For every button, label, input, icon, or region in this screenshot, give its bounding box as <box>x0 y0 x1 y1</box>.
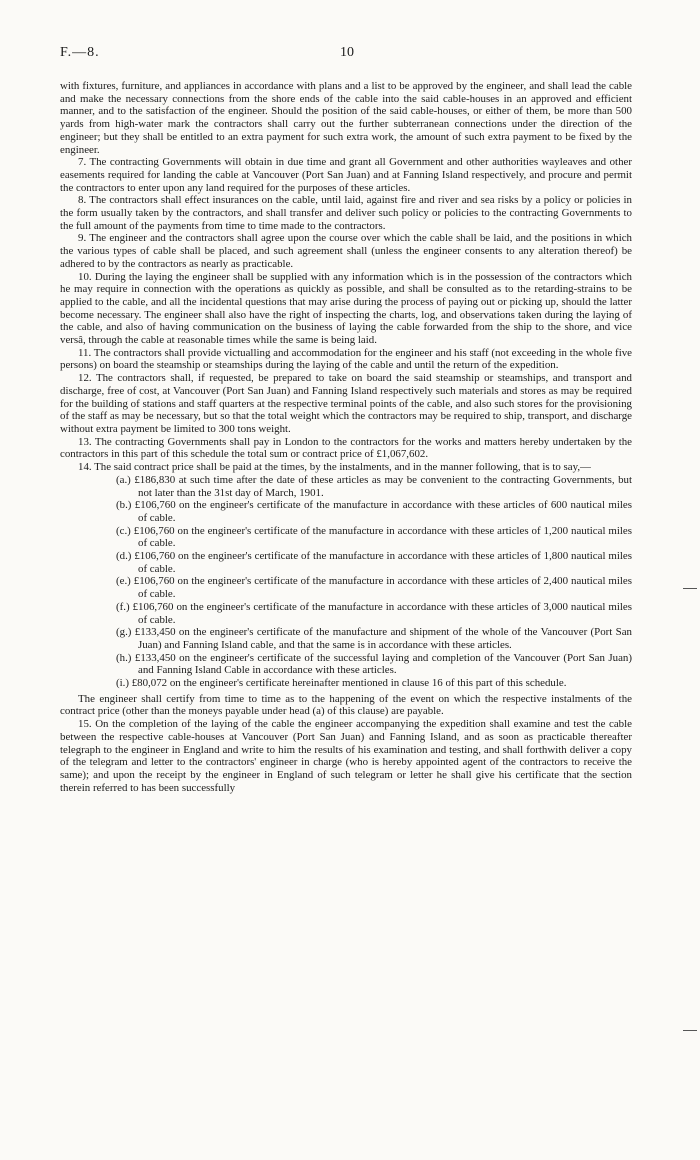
page-header <box>60 45 632 65</box>
instalment-list <box>60 474 632 690</box>
margin-mark <box>683 1030 697 1031</box>
clause-12: 12. The contractors shall, if requested, be prepared to take on board the said steamship or steamships, and transport and discharge, free of cost, at Vancouver (Port San Juan) and Fanning Island respectively such materials and stores as may be required for the building of stations and staff quarters at the respective terminal points of the cable, and also such stores for the provisioning of the staff as may be necessary, but so that the total weight which the contractors may be required to ship, transport, and discharge without extra payment be limited to 300 tons weight. <box>60 372 632 435</box>
document-reference: F.—8. <box>60 45 100 60</box>
clause-8: 8. The contractors shall effect insurances on the cable, until laid, against fire and river and sea risks by a policy or policies in the form usually taken by the contractors, and shall transfer and deliver such policy or policies to the contracting Governments to the full amount of the payments from time to time made to the contractors. <box>60 194 632 232</box>
certification-paragraph: The engineer shall certify from time to time as to the happening of the event on which the respective instalments of the contract price (other than the moneys payable under head (a) of this clause) are payable. <box>60 692 632 718</box>
clause-10: 10. During the laying the engineer shall be supplied with any information which is in the possession of the contractors which he may require in connection with the operations as quickly as possible, and shall be consulted as to the retarding-strains to be applied to the cable, and all the incidental questions that may arise during the process of paying out or picking up, should the latter become necessary. The engineer shall also have the right of inspecting the charts, log, and observations taken during the laying of the cable, and also of having communication on the business of laying the cable forwarded from the ship to the shore, and vice versâ, through the cable at reasonable times while the same is being laid. <box>60 270 632 347</box>
instalment-g: (g.) £133,450 on the engineer's certificate of the manufacture and shipment of the whole of the Vancouver (Port San Juan) and Fanning Island cable, and that the same is in accordance with these articles. <box>116 626 632 651</box>
document-body <box>60 80 632 794</box>
margin-mark <box>683 588 697 589</box>
instalment-d: (d.) £106,760 on the engineer's certificate of the manufacture in accordance with these articles of 1,800 nautical miles of cable. <box>116 550 632 575</box>
clause-9: 9. The engineer and the contractors shall agree upon the course over which the cable shall be laid, and the positions in which the various types of cable shall be placed, and such agreement shall (unless the engineer consents to any alteration thereof) be adhered to by the contractors as nearly as practicable. <box>60 232 632 270</box>
clause-14: 14. The said contract price shall be paid at the times, by the instalments, and in the manner following, that is to say,— <box>78 461 591 474</box>
instalment-i: (i.) £80,072 on the engineer's certificate hereinafter mentioned in clause 16 of this part of this schedule. <box>116 677 567 690</box>
clause-7: 7. The contracting Governments will obtain in due time and grant all Government and other authorities wayleaves and other easements required for landing the cable at Vancouver (Port San Juan) and at Fanning Island respectively, and procure and permit the contractors to enter upon any land required for the purposes of these articles. <box>60 156 632 194</box>
instalment-h: (h.) £133,450 on the engineer's certificate of the successful laying and completion of the Vancouver (Port San Juan) and Fanning Island Cable in accordance with these articles. <box>116 651 632 677</box>
page-number: 10 <box>340 45 354 60</box>
paragraph-continuation: with fixtures, furniture, and appliances in accordance with plans and a list to be approved by the engineer, and shall lead the cable and make the necessary connections from the shore ends of the cable into the said cable-houses in an approved and efficient manner, and to the satisfaction of the engineer. Should the position of the said cable-houses, or either of them, be more than 500 yards from high-water mark the contractors shall carry out the further subterranean connections under the direction of the engineer; but they shall be entitled to an extra payment for such extra work, the amount of such extra payment to be fixed by the engineer. <box>60 80 632 156</box>
instalment-c: (c.) £106,760 on the engineer's certificate of the manufacture in accordance with these articles of 1,200 nautical miles of cable. <box>116 524 632 550</box>
instalment-a: (a.) £186,830 at such time after the date of these articles as may be convenient to the contracting Governments, but not later than the 31st day of March, 1901. <box>116 473 632 499</box>
instalment-f: (f.) £106,760 on the engineer's certificate of the manufacture in accordance with these articles of 3,000 nautical miles of cable. <box>116 600 632 626</box>
clause-13: 13. The contracting Governments shall pay in London to the contractors for the works and matters hereby undertaken by the contractors in this part of this schedule the total sum or contract price of £1,067,602. <box>60 435 632 461</box>
instalment-b: (b.) £106,760 on the engineer's certificate of the manufacture in accordance with these articles of 600 nautical miles of cable. <box>116 499 632 524</box>
instalment-e: (e.) £106,760 on the engineer's certificate of the manufacture in accordance with these articles of 2,400 nautical miles of cable. <box>116 575 632 601</box>
clause-15: 15. On the completion of the laying of the cable the engineer accompanying the expedition shall examine and test the cable between the respective cable-houses at Vancouver (Port San Juan) and Fanning Island, and as soon as practicable thereafter telegraph to the engineer in England and write to him the results of his examination and testing, and shall forthwith deliver a copy of the telegram and letter to the contractors' engineer in charge (who is hereby appointed agent of the contractors to receive the same); and upon the receipt by the engineer in England of such telegram or letter he shall give his certificate that the section therein referred to has been successfully <box>60 718 632 794</box>
clause-11: 11. The contractors shall provide victualling and accommodation for the engineer and his staff (not exceeding in the whole five persons) on board the steamship or steamships during the laying of the cable and until the return of the expedition. <box>60 346 632 372</box>
